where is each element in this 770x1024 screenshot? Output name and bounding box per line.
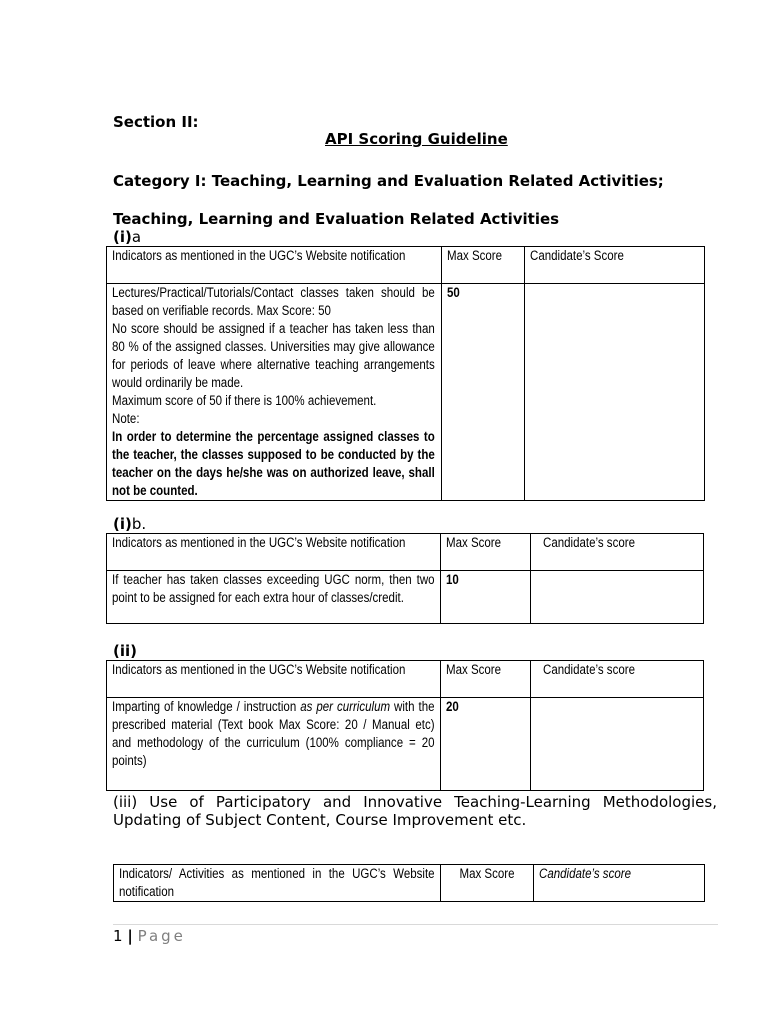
table-ia bbox=[106, 246, 705, 501]
max-score-header: Max Score bbox=[441, 865, 534, 902]
category-heading: Category I: Teaching, Learning and Evaluation Related Activities; bbox=[113, 172, 664, 190]
candidate-score-header: Candidate’s score bbox=[531, 661, 704, 698]
part-ia-label: (i)a bbox=[113, 228, 142, 246]
candidate-score-input[interactable] bbox=[531, 698, 704, 791]
max-score-header: Max Score bbox=[441, 247, 525, 284]
indicators-header: Indicators as mentioned in the UGC’s Website notification bbox=[107, 661, 441, 698]
part-ib-label: (i)b. bbox=[113, 515, 147, 533]
max-score-value: 50 bbox=[441, 284, 525, 501]
table-ib bbox=[106, 533, 704, 624]
table-iii bbox=[113, 864, 705, 902]
page-word: Page bbox=[137, 927, 186, 945]
max-score-header: Max Score bbox=[441, 534, 531, 571]
candidate-score-input[interactable] bbox=[531, 571, 704, 624]
candidate-score-header: Candidate’s Score bbox=[525, 247, 705, 284]
indicators-header: Indicators as mentioned in the UGC’s Website notification bbox=[107, 247, 442, 284]
candidate-score-header: Candidate’s score bbox=[531, 534, 704, 571]
candidate-score-header: Candidate’s score bbox=[534, 865, 705, 902]
indicators-header: Indicators as mentioned in the UGC’s Website notification bbox=[107, 534, 441, 571]
footer-separator: | bbox=[127, 927, 133, 945]
table-ii bbox=[106, 660, 704, 791]
page-footer bbox=[113, 927, 186, 945]
candidate-score-input[interactable] bbox=[525, 284, 705, 501]
part-ii-label: (ii) bbox=[113, 642, 137, 660]
guideline-title: API Scoring Guideline bbox=[325, 130, 508, 148]
max-score-value: 20 bbox=[441, 698, 531, 791]
page-number: 1 bbox=[113, 927, 123, 945]
indicators-cell: Imparting of knowledge / instruction as per curriculum with the prescribed material (Text book Max Score: 20 / Manual etc) and methodology of the curriculum (100% compliance = 20 points) bbox=[107, 698, 441, 791]
section-label: Section II: bbox=[113, 113, 199, 131]
max-score-value: 10 bbox=[441, 571, 531, 624]
max-score-header: Max Score bbox=[441, 661, 531, 698]
indicators-cell: Lectures/Practical/Tutorials/Contact classes taken should be based on verifiable records. Max Score: 50 No score should be assigned if a teacher has taken less than 80 % of the assigned classes. Universities may give allowance for periods of leave where alternative teaching arrangements would ordinarily be made. Maximum score of 50 if there is 100% achievement. Note: In order to determine the percentage assigned classes to the teacher, the classes supposed to be conducted by the teacher on the days he/she was on authorized leave, shall not be counted. bbox=[107, 284, 442, 501]
part-iii-text: (iii) Use of Participatory and Innovative Teaching-Learning Methodologies, Updating of Subject Content, Course Improvement etc. bbox=[113, 793, 717, 829]
footer-divider bbox=[113, 924, 718, 925]
activities-heading: Teaching, Learning and Evaluation Related Activities bbox=[113, 210, 560, 228]
indicators-cell: If teacher has taken classes exceeding UGC norm, then two point to be assigned for each extra hour of classes/credit. bbox=[107, 571, 441, 624]
indicators-header: Indicators/ Activities as mentioned in the UGC’s Website notification bbox=[114, 865, 441, 902]
